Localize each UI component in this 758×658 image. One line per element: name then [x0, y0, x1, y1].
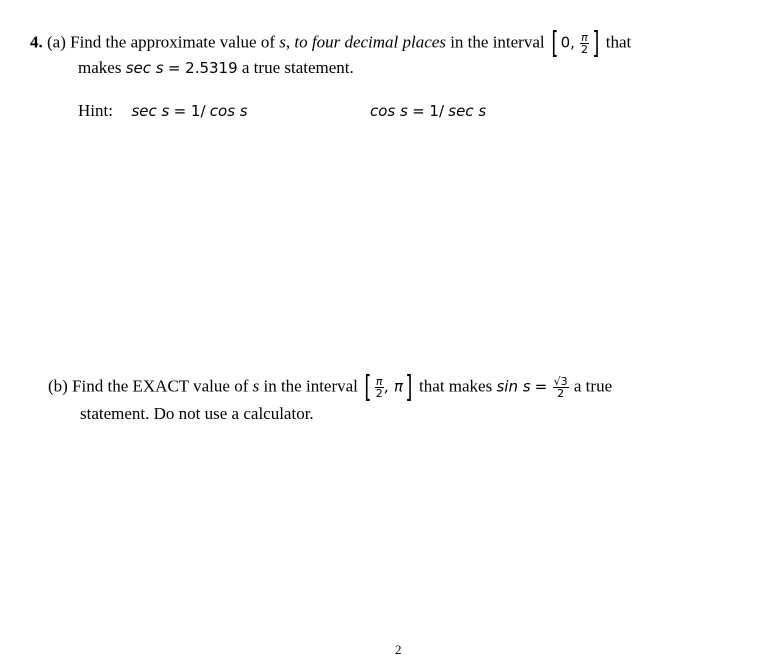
hint2-lhs: cos s [370, 102, 408, 120]
part-a-text3: that [605, 32, 632, 52]
eq-value: = 2.5319 [167, 59, 238, 77]
fraction-numerator-b: π [375, 375, 383, 388]
hint2-rhs: sec s [448, 102, 487, 120]
italic-phrase: to four decimal places [294, 32, 446, 52]
fraction-denominator: 2 [580, 43, 588, 56]
fraction-denominator-b2: 2 [557, 387, 565, 400]
comma-pi: , π [384, 377, 404, 396]
hint2-mid: = 1/ [412, 102, 445, 120]
hint-line [78, 101, 248, 121]
hint1-mid: = 1/ [173, 102, 206, 120]
part-b-line2-text: statement. Do not use a calculator. [80, 404, 314, 423]
sqrt3-over-2-fraction [553, 376, 569, 399]
interval-start: 0, [560, 33, 575, 52]
hint1-rhs: cos s [209, 102, 248, 120]
true-statement-text: a true statement. [241, 58, 354, 77]
hint-label: Hint: [78, 101, 113, 120]
pi-over-2-fraction-b [375, 376, 384, 399]
part-a-line1 [30, 25, 632, 61]
var-s-b: s [252, 376, 260, 396]
left-bracket: [ [551, 25, 559, 61]
fraction-denominator-b: 2 [375, 387, 383, 400]
question-number: 4. [30, 32, 43, 52]
hint-line-2 [370, 101, 486, 121]
page-number: 2 [395, 642, 402, 657]
part-b-line2 [80, 404, 314, 424]
part-a-text1: Find the approximate value of [70, 32, 276, 52]
part-b-tail: a true [573, 376, 613, 396]
part-b-label: (b) [48, 376, 68, 396]
part-a-label: (a) [47, 32, 66, 52]
makes-text: makes [78, 58, 122, 77]
part-b-text2: in the interval [263, 376, 358, 396]
equals-sign: = [534, 377, 548, 396]
pi-over-2-fraction [580, 32, 589, 55]
part-b-line1 [48, 369, 613, 405]
part-b-text1: Find the EXACT value of [72, 376, 249, 396]
comma: , [285, 32, 291, 52]
part-b-text3: that makes [419, 376, 493, 396]
hint1-lhs: sec s [131, 102, 170, 120]
part-a-line2 [78, 58, 354, 78]
part-a-text2: in the interval [450, 32, 545, 52]
var-s: s [279, 32, 286, 52]
fraction-numerator: π [581, 31, 588, 44]
left-bracket-b: [ [364, 369, 372, 405]
sqrt3-numerator: √3 [553, 375, 568, 388]
sin-s: sin s [496, 377, 531, 396]
right-bracket: ] [592, 25, 600, 61]
sec-s: sec s [125, 59, 164, 77]
right-bracket-b: ] [405, 369, 413, 405]
